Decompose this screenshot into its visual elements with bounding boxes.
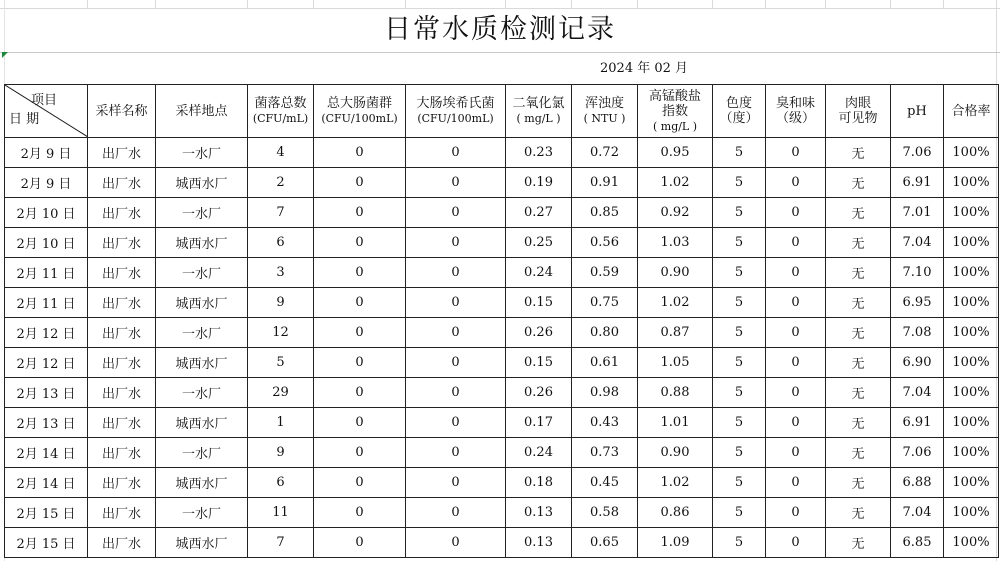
sample-site-cell: 城西水厂 <box>156 288 248 318</box>
chlorine-dioxide-cell: 0.24 <box>506 438 572 468</box>
visible-matter-cell: 无 <box>826 138 891 168</box>
permanganate-cell: 0.90 <box>638 258 713 288</box>
col-header-e-coli: 大肠埃希氏菌 (CFU/100mL) <box>406 85 506 138</box>
date-cell: 2月 12 日 <box>5 318 88 348</box>
chlorine-dioxide-cell: 0.26 <box>506 318 572 348</box>
total-coliform-cell: 0 <box>314 438 406 468</box>
pass-rate-cell: 100% <box>944 318 999 348</box>
sample-site-cell: 一水厂 <box>156 318 248 348</box>
colony-count-cell: 9 <box>248 438 314 468</box>
chlorine-dioxide-cell: 0.13 <box>506 528 572 558</box>
table-row <box>5 318 999 348</box>
visible-matter-cell: 无 <box>826 468 891 498</box>
table-row <box>5 348 999 378</box>
permanganate-cell: 0.95 <box>638 138 713 168</box>
sample-site-cell: 一水厂 <box>156 498 248 528</box>
colony-count-cell: 5 <box>248 348 314 378</box>
visible-matter-cell: 无 <box>826 378 891 408</box>
color-cell: 5 <box>713 288 766 318</box>
pass-rate-cell: 100% <box>944 138 999 168</box>
odor-cell: 0 <box>766 438 826 468</box>
odor-cell: 0 <box>766 528 826 558</box>
e-coli-cell: 0 <box>406 348 506 378</box>
chlorine-dioxide-cell: 0.24 <box>506 258 572 288</box>
e-coli-cell: 0 <box>406 528 506 558</box>
permanganate-cell: 0.90 <box>638 438 713 468</box>
chlorine-dioxide-cell: 0.25 <box>506 228 572 258</box>
col-header-color: 色度 （度） <box>713 85 766 138</box>
col-header-turbidity: 浑浊度 ( NTU ) <box>572 85 638 138</box>
colony-count-cell: 1 <box>248 408 314 438</box>
visible-matter-cell: 无 <box>826 198 891 228</box>
sample-site-cell: 一水厂 <box>156 438 248 468</box>
e-coli-cell: 0 <box>406 138 506 168</box>
turbidity-cell: 0.98 <box>572 378 638 408</box>
corner-label-date: 日 期 <box>9 112 40 127</box>
ph-cell: 6.91 <box>891 408 944 438</box>
cell-comment-marker <box>2 52 8 58</box>
e-coli-cell: 0 <box>406 318 506 348</box>
table-row <box>5 288 999 318</box>
ph-cell: 7.04 <box>891 378 944 408</box>
date-cell: 2月 9 日 <box>5 138 88 168</box>
turbidity-cell: 0.59 <box>572 258 638 288</box>
total-coliform-cell: 0 <box>314 198 406 228</box>
odor-cell: 0 <box>766 288 826 318</box>
sample-site-cell: 一水厂 <box>156 198 248 228</box>
ph-cell: 7.06 <box>891 138 944 168</box>
chlorine-dioxide-cell: 0.23 <box>506 138 572 168</box>
turbidity-cell: 0.80 <box>572 318 638 348</box>
permanganate-cell: 0.87 <box>638 318 713 348</box>
date-cell: 2月 12 日 <box>5 348 88 378</box>
color-cell: 5 <box>713 408 766 438</box>
sample-name-cell: 出厂水 <box>88 318 156 348</box>
table-row <box>5 228 999 258</box>
total-coliform-cell: 0 <box>314 228 406 258</box>
e-coli-cell: 0 <box>406 168 506 198</box>
ph-cell: 6.85 <box>891 528 944 558</box>
color-cell: 5 <box>713 468 766 498</box>
pass-rate-cell: 100% <box>944 348 999 378</box>
turbidity-cell: 0.73 <box>572 438 638 468</box>
colony-count-cell: 6 <box>248 468 314 498</box>
color-cell: 5 <box>713 318 766 348</box>
date-cell: 2月 9 日 <box>5 168 88 198</box>
chlorine-dioxide-cell: 0.18 <box>506 468 572 498</box>
color-cell: 5 <box>713 138 766 168</box>
pass-rate-cell: 100% <box>944 168 999 198</box>
odor-cell: 0 <box>766 408 826 438</box>
sample-name-cell: 出厂水 <box>88 498 156 528</box>
pass-rate-cell: 100% <box>944 288 999 318</box>
turbidity-cell: 0.58 <box>572 498 638 528</box>
table-row <box>5 198 999 228</box>
color-cell: 5 <box>713 438 766 468</box>
turbidity-cell: 0.45 <box>572 468 638 498</box>
turbidity-cell: 0.75 <box>572 288 638 318</box>
date-cell: 2月 14 日 <box>5 438 88 468</box>
table-row <box>5 138 999 168</box>
turbidity-cell: 0.61 <box>572 348 638 378</box>
col-header-total-coliform: 总大肠菌群 (CFU/100mL) <box>314 85 406 138</box>
turbidity-cell: 0.85 <box>572 198 638 228</box>
odor-cell: 0 <box>766 498 826 528</box>
e-coli-cell: 0 <box>406 198 506 228</box>
color-cell: 5 <box>713 168 766 198</box>
ph-cell: 6.95 <box>891 288 944 318</box>
colony-count-cell: 29 <box>248 378 314 408</box>
odor-cell: 0 <box>766 198 826 228</box>
total-coliform-cell: 0 <box>314 498 406 528</box>
color-cell: 5 <box>713 228 766 258</box>
visible-matter-cell: 无 <box>826 168 891 198</box>
odor-cell: 0 <box>766 378 826 408</box>
pass-rate-cell: 100% <box>944 528 999 558</box>
date-cell: 2月 13 日 <box>5 378 88 408</box>
total-coliform-cell: 0 <box>314 288 406 318</box>
header-corner-cell <box>5 85 88 138</box>
chlorine-dioxide-cell: 0.15 <box>506 348 572 378</box>
visible-matter-cell: 无 <box>826 438 891 468</box>
sample-site-cell: 一水厂 <box>156 138 248 168</box>
odor-cell: 0 <box>766 348 826 378</box>
date-cell: 2月 10 日 <box>5 198 88 228</box>
colony-count-cell: 7 <box>248 528 314 558</box>
col-header-colony-count: 菌落总数 (CFU/mL) <box>248 85 314 138</box>
sample-name-cell: 出厂水 <box>88 198 156 228</box>
col-header-pass-rate: 合格率 <box>944 85 999 138</box>
e-coli-cell: 0 <box>406 258 506 288</box>
col-header-permanganate-index: 高锰酸盐 指数 ( mg/L ) <box>638 85 713 138</box>
pass-rate-cell: 100% <box>944 258 999 288</box>
table-body <box>5 138 999 558</box>
permanganate-cell: 0.92 <box>638 198 713 228</box>
sample-site-cell: 城西水厂 <box>156 468 248 498</box>
colony-count-cell: 9 <box>248 288 314 318</box>
e-coli-cell: 0 <box>406 438 506 468</box>
table-row <box>5 528 999 558</box>
e-coli-cell: 0 <box>406 228 506 258</box>
sample-site-cell: 城西水厂 <box>156 408 248 438</box>
turbidity-cell: 0.72 <box>572 138 638 168</box>
ph-cell: 6.91 <box>891 168 944 198</box>
date-cell: 2月 13 日 <box>5 408 88 438</box>
colony-count-cell: 11 <box>248 498 314 528</box>
turbidity-cell: 0.65 <box>572 528 638 558</box>
col-header-chlorine-dioxide: 二氧化氯 ( mg/L ) <box>506 85 572 138</box>
total-coliform-cell: 0 <box>314 378 406 408</box>
colony-count-cell: 7 <box>248 198 314 228</box>
e-coli-cell: 0 <box>406 288 506 318</box>
date-cell: 2月 11 日 <box>5 258 88 288</box>
odor-cell: 0 <box>766 138 826 168</box>
color-cell: 5 <box>713 498 766 528</box>
ph-cell: 6.88 <box>891 468 944 498</box>
odor-cell: 0 <box>766 228 826 258</box>
table-row <box>5 168 999 198</box>
chlorine-dioxide-cell: 0.13 <box>506 498 572 528</box>
permanganate-cell: 0.88 <box>638 378 713 408</box>
col-header-odor: 臭和味 （级） <box>766 85 826 138</box>
color-cell: 5 <box>713 348 766 378</box>
colony-count-cell: 3 <box>248 258 314 288</box>
total-coliform-cell: 0 <box>314 408 406 438</box>
permanganate-cell: 1.03 <box>638 228 713 258</box>
visible-matter-cell: 无 <box>826 318 891 348</box>
sample-name-cell: 出厂水 <box>88 258 156 288</box>
sample-name-cell: 出厂水 <box>88 438 156 468</box>
water-quality-table <box>4 84 999 558</box>
total-coliform-cell: 0 <box>314 318 406 348</box>
odor-cell: 0 <box>766 468 826 498</box>
table-row <box>5 408 999 438</box>
sample-site-cell: 城西水厂 <box>156 228 248 258</box>
e-coli-cell: 0 <box>406 378 506 408</box>
visible-matter-cell: 无 <box>826 348 891 378</box>
chlorine-dioxide-cell: 0.19 <box>506 168 572 198</box>
sample-site-cell: 城西水厂 <box>156 348 248 378</box>
colony-count-cell: 4 <box>248 138 314 168</box>
chlorine-dioxide-cell: 0.15 <box>506 288 572 318</box>
e-coli-cell: 0 <box>406 498 506 528</box>
permanganate-cell: 1.01 <box>638 408 713 438</box>
turbidity-cell: 0.56 <box>572 228 638 258</box>
visible-matter-cell: 无 <box>826 528 891 558</box>
ph-cell: 7.04 <box>891 228 944 258</box>
sample-name-cell: 出厂水 <box>88 168 156 198</box>
chlorine-dioxide-cell: 0.17 <box>506 408 572 438</box>
date-cell: 2月 11 日 <box>5 288 88 318</box>
month-label: 2024 年 02 月 <box>600 61 689 76</box>
total-coliform-cell: 0 <box>314 468 406 498</box>
permanganate-cell: 1.02 <box>638 468 713 498</box>
ph-cell: 7.08 <box>891 318 944 348</box>
pass-rate-cell: 100% <box>944 498 999 528</box>
visible-matter-cell: 无 <box>826 288 891 318</box>
odor-cell: 0 <box>766 258 826 288</box>
ph-cell: 7.06 <box>891 438 944 468</box>
sample-site-cell: 城西水厂 <box>156 528 248 558</box>
date-cell: 2月 14 日 <box>5 468 88 498</box>
table-row <box>5 378 999 408</box>
color-cell: 5 <box>713 258 766 288</box>
total-coliform-cell: 0 <box>314 348 406 378</box>
sample-site-cell: 城西水厂 <box>156 168 248 198</box>
table-row <box>5 468 999 498</box>
pass-rate-cell: 100% <box>944 408 999 438</box>
table-header-row <box>5 85 999 138</box>
col-header-visible-matter: 肉眼 可见物 <box>826 85 891 138</box>
date-cell: 2月 10 日 <box>5 228 88 258</box>
permanganate-cell: 1.02 <box>638 168 713 198</box>
odor-cell: 0 <box>766 318 826 348</box>
sample-site-cell: 一水厂 <box>156 378 248 408</box>
page-title: 日常水质检测记录 <box>384 14 616 45</box>
table-row <box>5 438 999 468</box>
date-cell: 2月 15 日 <box>5 528 88 558</box>
sample-name-cell: 出厂水 <box>88 138 156 168</box>
table-row <box>5 498 999 528</box>
title-divider <box>0 52 1000 53</box>
pass-rate-cell: 100% <box>944 228 999 258</box>
color-cell: 5 <box>713 378 766 408</box>
col-header-sample-name: 采样名称 <box>88 85 156 138</box>
total-coliform-cell: 0 <box>314 258 406 288</box>
permanganate-cell: 1.09 <box>638 528 713 558</box>
e-coli-cell: 0 <box>406 408 506 438</box>
turbidity-cell: 0.91 <box>572 168 638 198</box>
sample-name-cell: 出厂水 <box>88 228 156 258</box>
visible-matter-cell: 无 <box>826 228 891 258</box>
pass-rate-cell: 100% <box>944 468 999 498</box>
colony-count-cell: 12 <box>248 318 314 348</box>
permanganate-cell: 1.02 <box>638 288 713 318</box>
sample-site-cell: 一水厂 <box>156 258 248 288</box>
odor-cell: 0 <box>766 168 826 198</box>
visible-matter-cell: 无 <box>826 498 891 528</box>
permanganate-cell: 0.86 <box>638 498 713 528</box>
date-cell: 2月 15 日 <box>5 498 88 528</box>
ph-cell: 7.01 <box>891 198 944 228</box>
sample-name-cell: 出厂水 <box>88 408 156 438</box>
sample-name-cell: 出厂水 <box>88 348 156 378</box>
pass-rate-cell: 100% <box>944 378 999 408</box>
ph-cell: 6.90 <box>891 348 944 378</box>
total-coliform-cell: 0 <box>314 138 406 168</box>
permanganate-cell: 1.05 <box>638 348 713 378</box>
color-cell: 5 <box>713 198 766 228</box>
ph-cell: 7.10 <box>891 258 944 288</box>
visible-matter-cell: 无 <box>826 408 891 438</box>
turbidity-cell: 0.43 <box>572 408 638 438</box>
table-row <box>5 258 999 288</box>
color-cell: 5 <box>713 528 766 558</box>
colony-count-cell: 6 <box>248 228 314 258</box>
chlorine-dioxide-cell: 0.26 <box>506 378 572 408</box>
visible-matter-cell: 无 <box>826 258 891 288</box>
col-header-sample-site: 采样地点 <box>156 85 248 138</box>
sample-name-cell: 出厂水 <box>88 468 156 498</box>
sample-name-cell: 出厂水 <box>88 288 156 318</box>
chlorine-dioxide-cell: 0.27 <box>506 198 572 228</box>
colony-count-cell: 2 <box>248 168 314 198</box>
col-header-ph: pH <box>891 85 944 138</box>
sample-name-cell: 出厂水 <box>88 528 156 558</box>
corner-label-item: 项目 <box>30 93 57 108</box>
sample-name-cell: 出厂水 <box>88 378 156 408</box>
e-coli-cell: 0 <box>406 468 506 498</box>
total-coliform-cell: 0 <box>314 528 406 558</box>
pass-rate-cell: 100% <box>944 198 999 228</box>
ph-cell: 7.04 <box>891 498 944 528</box>
total-coliform-cell: 0 <box>314 168 406 198</box>
pass-rate-cell: 100% <box>944 438 999 468</box>
